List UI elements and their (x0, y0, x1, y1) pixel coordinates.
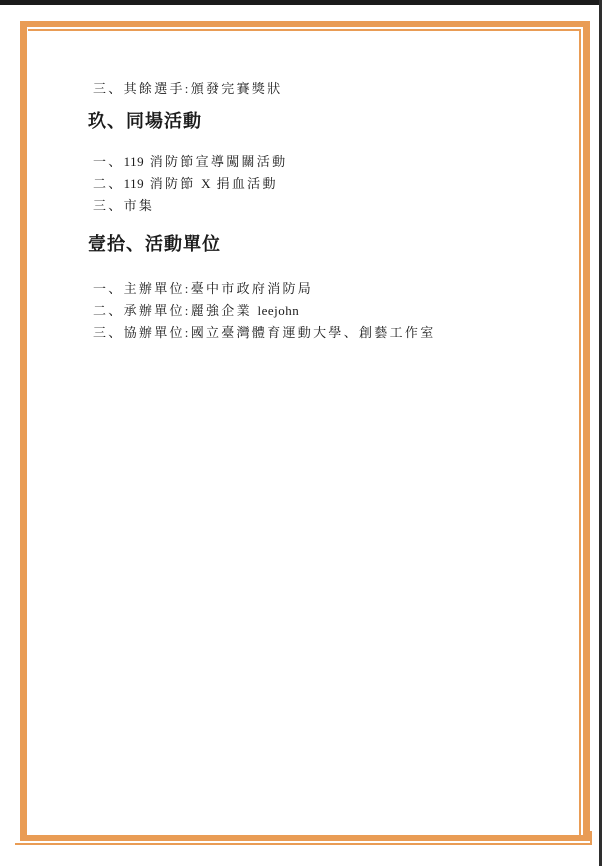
page-border-thin-top (28, 29, 580, 31)
page-border-left (20, 21, 27, 841)
page-border-thin-bottom (15, 843, 592, 845)
section-heading: 玖、同場活動 (88, 111, 202, 131)
window-top-bar (0, 0, 599, 5)
document-item: 三、市集 (93, 198, 155, 213)
document-item: 一、119 消防節宣導闖關活動 (93, 154, 288, 169)
page-border-bottom (20, 835, 590, 841)
page-border-top (20, 21, 590, 27)
section-heading: 壹拾、活動單位 (88, 234, 221, 254)
document-item: 二、承辦單位:麗強企業 leejohn (93, 303, 300, 318)
document-item: 三、協辦單位:國立臺灣體育運動大學、創藝工作室 (93, 325, 436, 340)
window-right-edge (599, 0, 602, 866)
document-item: 三、其餘選手:頒發完賽獎狀 (93, 81, 283, 96)
page-border-thin-corner (590, 831, 592, 845)
document-item: 一、主辦單位:臺中市政府消防局 (93, 281, 314, 296)
page-border-thin-right (579, 29, 581, 835)
page-border-right (583, 21, 590, 841)
document-content (88, 70, 570, 344)
document-item: 二、119 消防節 X 捐血活動 (93, 176, 278, 191)
